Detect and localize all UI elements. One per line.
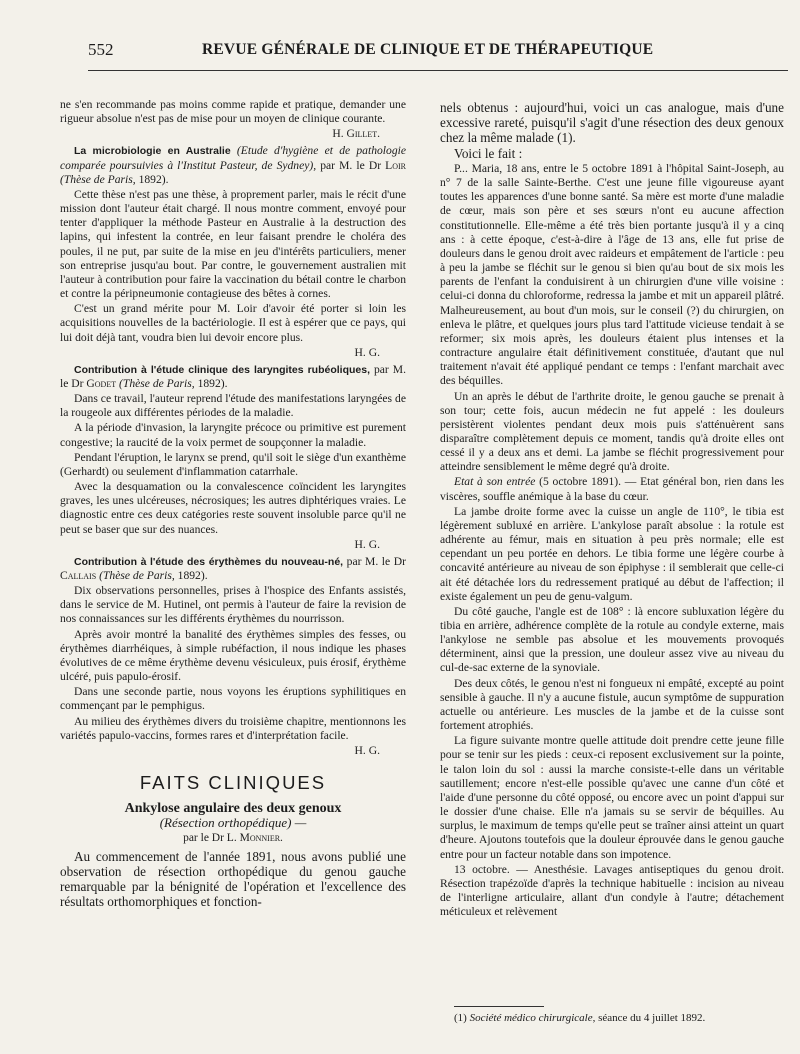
review-entry-microbiologie: La microbiologie en Australie (Etude d'hygiène et de pathologie comparée poursuivies à l'Institut Pasteur, de Sydney), par M. le Dr Loir (Thèse de Paris, 1892). — [60, 144, 407, 186]
signature: H. Gillet. — [332, 127, 380, 141]
paragraph: Au milieu des érythèmes divers du troisième chapitre, mentionnons les variétés papulo-vaccins, formes rares et d'interprétation facile. — [60, 714, 406, 742]
paragraph: C'est un grand mérite pour M. Loir d'avoir été porter si loin les acquisitions nouvelles de la bactériologie. Il est à espérer que ce pays, qui lui doit déjà tant, voudra bien lui devoir encore plus. — [60, 302, 406, 344]
signature: H. G. — [354, 743, 380, 757]
paragraph: Un an après le début de l'arthrite droite, le genou gauche se prenait à son tour; cette fois, aucun médecin ne fut appelé : les douleurs persistèrent violentes pendant deux mois puis s'atténuèrent sans disparaître complètement depuis ce moment, tandis qu'à droite elles ont cessé il y a deux ans et demi. La jambe se fléchit progressivement pour atteindre sensiblement le même degré qu'à droite. — [440, 389, 784, 474]
page-number: 552 — [88, 40, 114, 59]
left-column — [60, 98, 406, 910]
review-heading: Contribution à l'étude clinique des laryngites rubéoliques, — [74, 363, 371, 376]
paragraph: Cette thèse n'est pas une thèse, à proprement parler, mais le récit d'une mission dont l'auteur était chargé. Il nous montre comment, envoyé pour tenter d'appliquer la méthode Pasteur en Australie à la destruction des lapins, qui infestent la contrée, en leur faisant prendre le choléra des poules, il ne put, par suite de la mise en jeu d'intérêts particuliers, mener son entreprise jusqu'au bout. Par contre, le gouvernement australien mit l'auteur à contribution pour faire la vaccination du bétail contre le charbon et contre la péripneumonie contagieuse des bêtes à cornes. — [60, 187, 406, 301]
article-subtitle: (Résection orthopédique) — — [159, 815, 307, 831]
author-name: Callais — [60, 569, 97, 582]
etat-label: Etat à son entrée — [454, 475, 536, 489]
running-header — [70, 40, 790, 68]
paragraph: 13 octobre. — Anesthésie. Lavages antiseptiques du genou droit. Résection trapézoïde d'après la technique habituelle : incision au niveau de l'interligne articulaire, allant d'un condyle à l'autre; détachement méticuleux et relèvement — [440, 862, 784, 919]
paragraph: Des deux côtés, le genou n'est ni fongueux ni empâté, excepté au point sensible à gauche. Il n'y a aucune fistule, aucun symptôme de suppuration actuelle ou antérieure. Les muscles de la jambe et de la cuisse sont fortement atrophiés. — [440, 676, 784, 733]
review-heading: La microbiologie en Australie — [74, 145, 231, 158]
paragraph: Pendant l'éruption, le larynx se prend, qu'il soit le siège d'un exanthème (Gerhardt) ou seulement d'inflammation catarrhale. — [60, 450, 406, 478]
review-entry-erythemes: Contribution à l'étude des érythèmes du nouveau-né, par M. le Dr Callais (Thèse de Paris, 1892). — [60, 554, 406, 582]
paragraph: La figure suivante montre quelle attitude doit prendre cette jeune fille pour se tenir sur les pieds : ceux-ci reposent exclusivement sur la pointe, le talon loin du sol : aussi la marche consiste-t-elle dans un véritable sautillement; encore n'est-elle possible qu'avec une canne d'un côté et l'aide d'une personne du côté opposé, ou encore avec un point d'appui sur le dossier d'une chaise. Elle n'a jamais su se servir de béquilles. Au surplus, le maximum de temps qu'elle peut se traîner ainsi atteint un quart d'heure. Ajoutons toutefois que la douleur éprouvée dans le genou gauche entre pour un facteur notable dans son impotence. — [440, 734, 784, 861]
paragraph: P... Maria, 18 ans, entre le 5 octobre 1891 à l'hôpital Saint-Joseph, au n° 7 de la salle Sainte-Berthe. C'est une jeune fille vigoureuse ayant toutes les apparences d'une bonne santé. Sa mère est morte d'une maladie de cœur, mais son père et ses sœurs n'ont eu aucune affection constitutionnelle. Elle-même a été très bien portante jusqu'à il y a cinq ans : à cette époque, c'est-à-dire à l'âge de 13 ans, elle fut prise de douleurs dans le genou droit avec raideurs et empâtement de l'article : peu à peu la jambe se fléchit sur le genou si bien qu'au bout de six mois les parents de l'enfant la conduisirent à un chirurgien d'une ville voisine : celui-ci donna du chloroforme, redressa la jambe et mit un appareil plâtré. Malheureusement, au bout d'un mois, sur le conseil (?) du chirurgien, on enleva le plâtre, et quelques jours plus tard l'attitude vicieuse tendait à se reformer; six mois après, les douleurs étaient plus intenses et la contracture angulaire était définitivement constituée, d'autant que nul traitement n'avait été appliqué pendant ce temps : l'enfant marchait avec des béquilles. — [440, 162, 784, 388]
author-name: Loir — [385, 158, 407, 172]
paragraph: ne s'en recommande pas moins comme rapide et pratique, demander une rigueur absolue n'est pas de mise pour un moyen de clinique courante. — [60, 98, 406, 126]
signature: H. G. — [354, 537, 380, 551]
paragraph: Dix observations personnelles, prises à l'hospice des Enfants assistés, dans le service de M. Hutinel, ont permis à l'auteur de faire la revision de nos connaissances sur les différents érythèmes du nourrisson. — [60, 584, 406, 626]
paragraph: Etat à son entrée (5 octobre 1891). — Etat général bon, rien dans les viscères, souffle anémique à la base du cœur. — [440, 475, 784, 503]
paragraph: La jambe droite forme avec la cuisse un angle de 110°, le tibia est légèrement subluxé en arrière. L'ankylose paraît absolue : la rotule est adhérente au fémur, mais en situation à peu près normale; elle est cependant un peu portée en dehors. Le tibia forme une légère courbe à concavité antérieure au niveau de son épiphyse : il semblerait que celle-ci ait été détachée lors du redressement pratiqué au début de l'affection; il existe également un peu de genu-valgum. — [440, 504, 784, 603]
footnote-rule — [454, 1006, 544, 1007]
right-column — [440, 100, 784, 920]
paragraph: Voici le fait : — [454, 146, 523, 161]
paragraph: Dans une seconde partie, nous voyons les éruptions syphilitiques en commençant par le pemphigus. — [60, 685, 406, 713]
article-author: par le Dr L. Monnier. — [183, 831, 283, 844]
paragraph: Avec la desquamation ou la convalescence coïncident les laryngites graves, les unes ulcéreuses, nécrosiques; les autres diphtériques vraies. Le diagnostic entre ces deux catégories reste souvent insoluble parce qu'il ne peut se baser que sur des nuances. — [60, 480, 406, 536]
review-reference: (Etude d'hygiène et de pathologie comparée poursuivies à l'Institut Pasteur, de Sydney), — [60, 144, 406, 172]
paragraph: Au commencement de l'année 1891, nous avons publié une observation de résection orthopédique du genou gauche remarquable par la bénignité de l'opération et l'excellence des résultats orthomorphiques et fonction- — [60, 848, 406, 909]
paragraph: nels obtenus : aujourd'hui, voici un cas analogue, mais d'une excessive rareté, puisqu'il s'agit d'une résection des deux genoux chez la même malade (1). — [440, 100, 784, 145]
footnote: (1) Société médico chirurgicale, séance du 4 juillet 1892. — [454, 1012, 706, 1024]
paragraph: A la période d'invasion, la laryngite précoce ou primitive est purement congestive; la raucité de la voix permet de soupçonner la maladie. — [60, 421, 406, 449]
section-title: FAITS CLINIQUES — [139, 772, 327, 794]
paragraph: Après avoir montré la banalité des érythèmes simples des fesses, ou érythèmes diarrhéiques, à simple rubéfaction, il nous indique les phases évolutives de ce même érythème devenu vésiculeux, puis érosif, érythème ulcéré, puis papulo-érosif. — [60, 627, 406, 684]
review-entry-laryngites: Contribution à l'étude clinique des laryngites rubéoliques, par M. le Dr Godet (Thèse de Paris, 1892). — [60, 362, 406, 390]
paragraph: Dans ce travail, l'auteur reprend l'étude des manifestations laryngées de la rougeole aux différentes périodes de la maladie. — [60, 392, 406, 420]
paragraph: Du côté gauche, l'angle est de 108° : là encore subluxation légère du tibia en arrière, adhérence complète de la rotule au condyle externe, mais l'ankylose ne semble pas absolue et les mouvements provoqués déterminent, ainsi que la pression, une douleur assez vive au niveau du cul-de-sac externe de la synoviale. — [440, 604, 784, 675]
article-title: Ankylose angulaire des deux genoux — [124, 801, 342, 817]
journal-title: REVUE GÉNÉRALE DE CLINIQUE ET DE THÉRAPEUTIQUE — [202, 41, 654, 58]
review-heading: Contribution à l'étude des érythèmes du nouveau-né, — [74, 555, 344, 568]
signature: H. G. — [354, 345, 380, 359]
header-rule — [88, 70, 788, 71]
author-name: Godet — [86, 376, 117, 390]
